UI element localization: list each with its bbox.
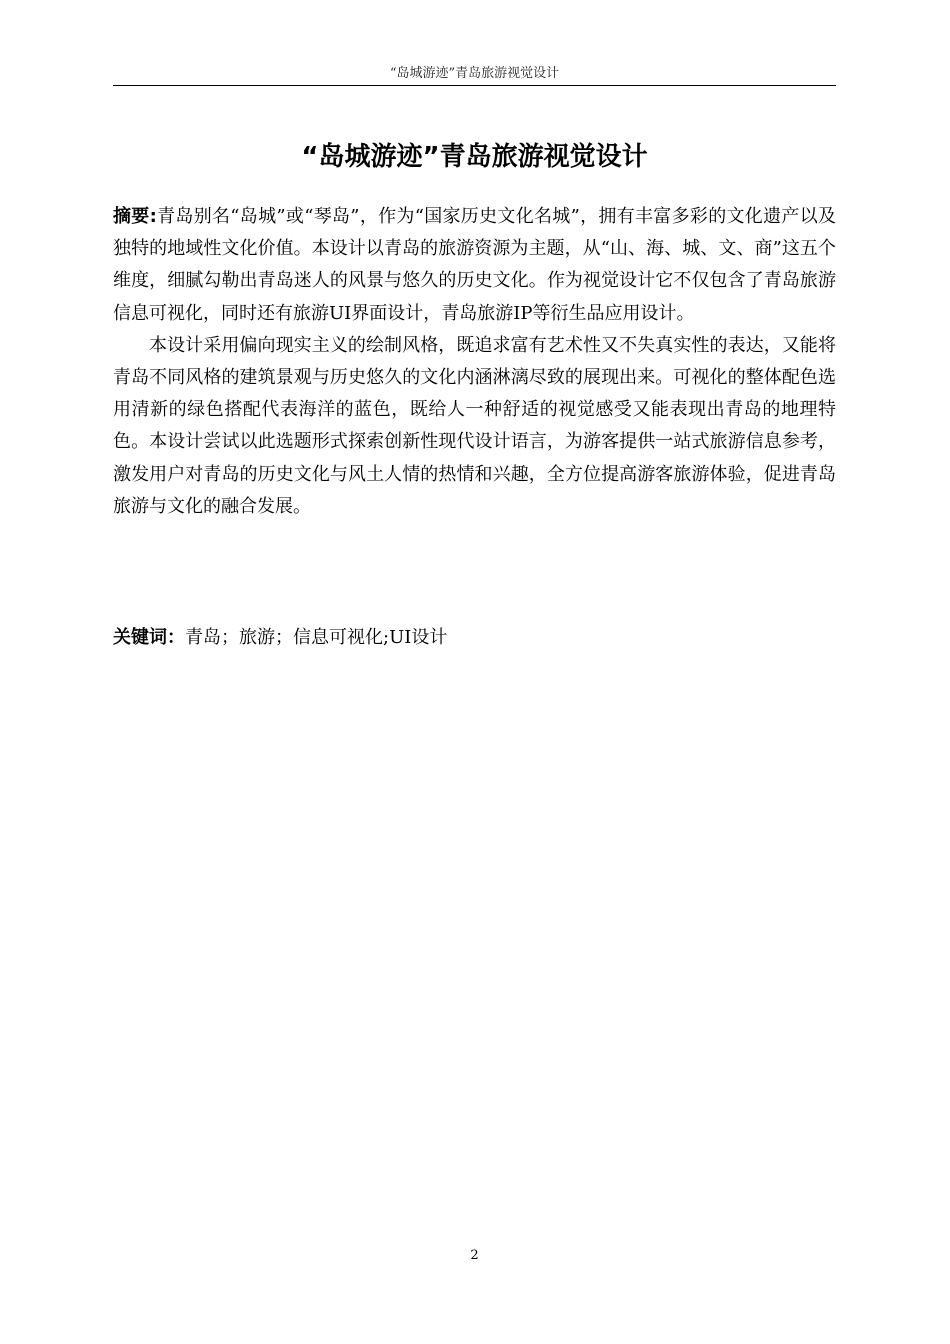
abstract-label: 摘要: [113,206,157,227]
keywords-line [113,622,836,654]
running-header: “岛城游迹”青岛旅游视觉设计 [389,66,560,81]
header-divider [113,85,836,86]
page-number: 2 [470,1248,479,1263]
keywords-text: 青岛；旅游；信息可视化;UI设计 [185,627,448,648]
abstract-text-1: 青岛别名“岛城”或“琴岛”，作为“国家历史文化名城”，拥有丰富多彩的文化遗产以及独特的地域性文化价值。本设计以青岛的旅游资源为主题，从“山、海、城、文、商”这五个维度，细腻勾勒出青岛迷人的风景与悠久的历史文化。作为视觉设计它不仅包含了青岛旅游信息可视化，同时还有旅游UI界面设计，青岛旅游IP等衍生品应用设计。 [113,206,837,324]
keywords-label: 关键词： [113,627,185,648]
abstract-paragraph-1 [113,201,836,330]
abstract-paragraph-2: 本设计采用偏向现实主义的绘制风格，既追求富有艺术性又不失真实性的表达，又能将青岛不同风格的建筑景观与历史悠久的文化内涵淋漓尽致的展现出来。可视化的整体配色选用清新的绿色搭配代表海洋的蓝色，既给人一种舒适的视觉感受又能表现出青岛的地理特色。本设计尝试以此选题形式探索创新性现代设计语言，为游客提供一站式旅游信息参考，激发用户对青岛的历史文化与风土人情的热情和兴趣，全方位提高游客旅游体验，促进青岛旅游与文化的融合发展。 [113,334,836,517]
paper-title: “岛城游迹”青岛旅游视觉设计 [301,142,648,172]
abstract-section [113,201,836,523]
